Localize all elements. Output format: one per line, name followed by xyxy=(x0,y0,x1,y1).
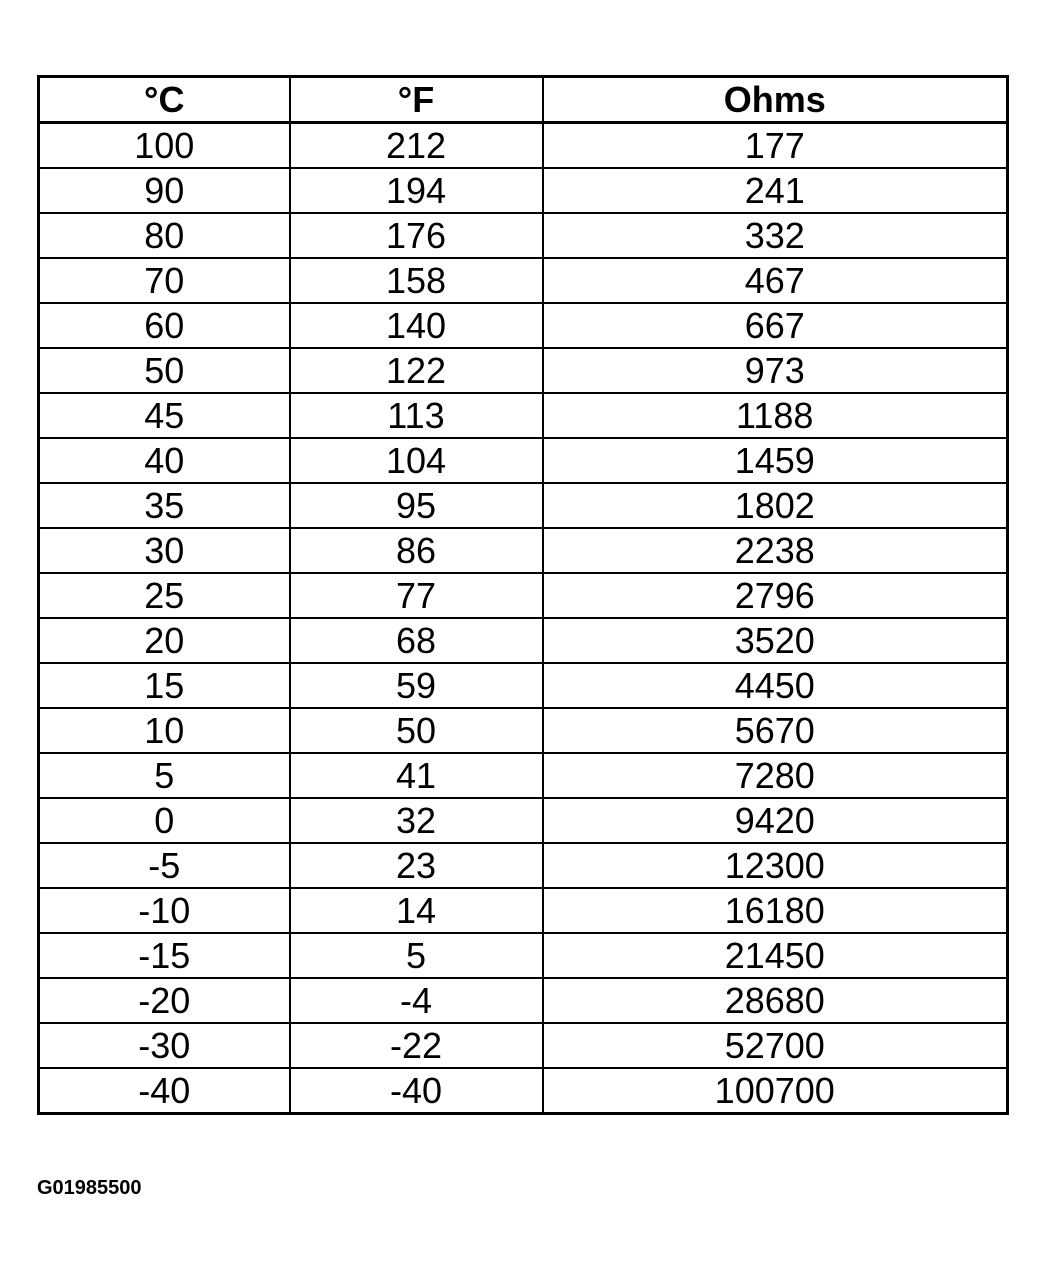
fahrenheit-cell: 68 xyxy=(290,618,543,663)
table-row xyxy=(39,348,1008,393)
ohms-cell: 667 xyxy=(543,303,1008,348)
table-row xyxy=(39,618,1008,663)
fahrenheit-cell: 14 xyxy=(290,888,543,933)
ohms-cell: 7280 xyxy=(543,753,1008,798)
fahrenheit-cell: 104 xyxy=(290,438,543,483)
ohms-cell: 28680 xyxy=(543,978,1008,1023)
fahrenheit-cell: 32 xyxy=(290,798,543,843)
ohms-cell: 241 xyxy=(543,168,1008,213)
celsius-cell: 100 xyxy=(39,123,290,169)
table-row xyxy=(39,303,1008,348)
table-row xyxy=(39,888,1008,933)
celsius-cell: 70 xyxy=(39,258,290,303)
ohms-cell: 1802 xyxy=(543,483,1008,528)
figure-id-label: G01985500 xyxy=(37,1177,142,1199)
table-body xyxy=(39,123,1008,1114)
table-row xyxy=(39,753,1008,798)
fahrenheit-cell: 95 xyxy=(290,483,543,528)
ohms-cell: 5670 xyxy=(543,708,1008,753)
fahrenheit-cell: 212 xyxy=(290,123,543,169)
ohms-cell: 332 xyxy=(543,213,1008,258)
header-ohms: Ohms xyxy=(543,77,1008,123)
fahrenheit-cell: 59 xyxy=(290,663,543,708)
ohms-cell: 12300 xyxy=(543,843,1008,888)
table-row xyxy=(39,168,1008,213)
celsius-cell: 90 xyxy=(39,168,290,213)
celsius-cell: 10 xyxy=(39,708,290,753)
ohms-cell: 21450 xyxy=(543,933,1008,978)
celsius-cell: 30 xyxy=(39,528,290,573)
table-row xyxy=(39,393,1008,438)
celsius-cell: 25 xyxy=(39,573,290,618)
celsius-cell: -40 xyxy=(39,1068,290,1114)
ohms-cell: 177 xyxy=(543,123,1008,169)
ohms-cell: 1188 xyxy=(543,393,1008,438)
table-row xyxy=(39,123,1008,169)
celsius-cell: -15 xyxy=(39,933,290,978)
fahrenheit-cell: -4 xyxy=(290,978,543,1023)
ohms-cell: 2238 xyxy=(543,528,1008,573)
celsius-cell: 35 xyxy=(39,483,290,528)
celsius-cell: 80 xyxy=(39,213,290,258)
table-header-row xyxy=(39,77,1008,123)
fahrenheit-cell: 194 xyxy=(290,168,543,213)
ohms-cell: 4450 xyxy=(543,663,1008,708)
fahrenheit-cell: 158 xyxy=(290,258,543,303)
celsius-cell: 40 xyxy=(39,438,290,483)
ohms-cell: 973 xyxy=(543,348,1008,393)
table-row xyxy=(39,528,1008,573)
fahrenheit-cell: 50 xyxy=(290,708,543,753)
resistance-table xyxy=(37,75,1009,1115)
ohms-cell: 100700 xyxy=(543,1068,1008,1114)
fahrenheit-cell: 41 xyxy=(290,753,543,798)
table-row xyxy=(39,438,1008,483)
fahrenheit-cell: 77 xyxy=(290,573,543,618)
celsius-cell: 0 xyxy=(39,798,290,843)
fahrenheit-cell: -40 xyxy=(290,1068,543,1114)
celsius-cell: 20 xyxy=(39,618,290,663)
celsius-cell: 50 xyxy=(39,348,290,393)
fahrenheit-cell: 176 xyxy=(290,213,543,258)
table-row xyxy=(39,663,1008,708)
fahrenheit-cell: -22 xyxy=(290,1023,543,1068)
ohms-cell: 16180 xyxy=(543,888,1008,933)
ohms-cell: 9420 xyxy=(543,798,1008,843)
table-row xyxy=(39,843,1008,888)
header-celsius: °C xyxy=(39,77,290,123)
celsius-cell: 60 xyxy=(39,303,290,348)
ohms-cell: 467 xyxy=(543,258,1008,303)
fahrenheit-cell: 23 xyxy=(290,843,543,888)
celsius-cell: 5 xyxy=(39,753,290,798)
celsius-cell: 45 xyxy=(39,393,290,438)
table-row xyxy=(39,798,1008,843)
header-fahrenheit: °F xyxy=(290,77,543,123)
table-row xyxy=(39,1068,1008,1114)
table-row xyxy=(39,933,1008,978)
celsius-cell: 15 xyxy=(39,663,290,708)
table-row xyxy=(39,573,1008,618)
fahrenheit-cell: 122 xyxy=(290,348,543,393)
ohms-cell: 1459 xyxy=(543,438,1008,483)
celsius-cell: -5 xyxy=(39,843,290,888)
celsius-cell: -10 xyxy=(39,888,290,933)
table-row xyxy=(39,213,1008,258)
celsius-cell: -30 xyxy=(39,1023,290,1068)
table-row xyxy=(39,978,1008,1023)
celsius-cell: -20 xyxy=(39,978,290,1023)
table-row xyxy=(39,258,1008,303)
fahrenheit-cell: 5 xyxy=(290,933,543,978)
table-row xyxy=(39,483,1008,528)
table-row xyxy=(39,708,1008,753)
table-row xyxy=(39,1023,1008,1068)
fahrenheit-cell: 86 xyxy=(290,528,543,573)
ohms-cell: 3520 xyxy=(543,618,1008,663)
ohms-cell: 2796 xyxy=(543,573,1008,618)
fahrenheit-cell: 113 xyxy=(290,393,543,438)
ohms-cell: 52700 xyxy=(543,1023,1008,1068)
fahrenheit-cell: 140 xyxy=(290,303,543,348)
